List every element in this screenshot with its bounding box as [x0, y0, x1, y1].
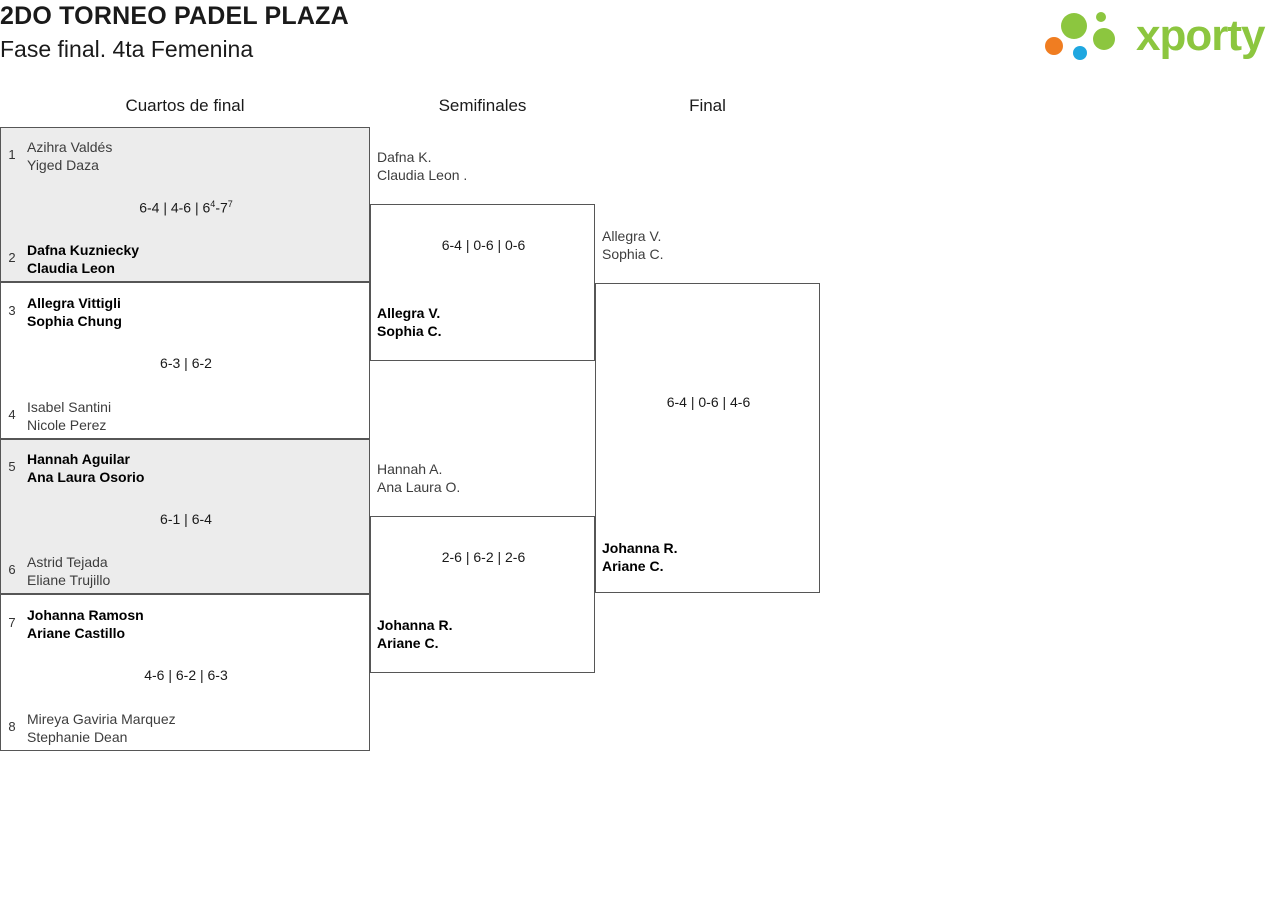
match-quarterfinal-1[interactable] [0, 127, 370, 282]
team-top [27, 450, 144, 486]
player-name: Allegra V. [377, 305, 441, 321]
player-name: Astrid Tejada [27, 554, 108, 570]
player-name: Ariane Castillo [27, 625, 126, 641]
seed-number: 4 [8, 407, 16, 422]
player-name: Allegra Vittigli [27, 295, 121, 311]
page-title: 2DO TORNEO PADEL PLAZA [0, 2, 349, 30]
player-name: Ariane C. [377, 635, 439, 651]
team-bottom [27, 398, 111, 434]
player-name: Johanna R. [602, 540, 678, 556]
seed-number: 7 [8, 615, 16, 630]
team-top [27, 606, 144, 642]
round-title-quarterfinals: Cuartos de final [125, 96, 245, 115]
player-name: Dafna Kuzniecky [27, 242, 140, 258]
player-name: Ariane C. [602, 558, 664, 574]
player-name: Azihra Valdés [27, 139, 113, 155]
match-score: 2-6 | 6-2 | 2-6 [441, 549, 526, 565]
match-score: 6-4 | 0-6 | 4-6 [666, 394, 751, 410]
player-name: Hannah A. [377, 461, 443, 477]
match-score: 6-4 | 0-6 | 0-6 [441, 237, 526, 253]
team-top [27, 294, 122, 330]
player-name: Ana Laura Osorio [27, 469, 145, 485]
match-quarterfinal-2[interactable] [0, 282, 370, 439]
seed-number: 3 [8, 303, 16, 318]
player-name: Hannah Aguilar [27, 451, 130, 467]
match-semifinal-2[interactable] [370, 461, 595, 673]
team-top [377, 148, 467, 184]
team-bottom [602, 539, 677, 575]
match-score: 6-3 | 6-2 [160, 355, 212, 371]
player-name: Johanna Ramosn [27, 607, 144, 623]
player-name: Sophia C. [602, 246, 664, 262]
match-score: 6-1 | 6-4 [160, 511, 212, 527]
player-name: Isabel Santini [27, 399, 112, 415]
player-name: Allegra V. [602, 228, 662, 244]
team-bottom [27, 241, 139, 277]
page-subtitle: Fase final. 4ta Femenina [0, 36, 254, 62]
player-name: Sophia Chung [27, 313, 122, 329]
team-bottom [27, 553, 110, 589]
player-name: Mireya Gaviria Marquez [27, 711, 176, 727]
match-score: 4-6 | 6-2 | 6-3 [144, 667, 228, 683]
player-name: Yiged Daza [27, 157, 99, 173]
round-title-final: Final [689, 96, 726, 115]
xporty-logo-text: xporty [1136, 11, 1265, 60]
team-bottom [377, 304, 442, 340]
player-name: Dafna K. [377, 149, 432, 165]
match-final[interactable] [595, 228, 820, 593]
round-title-semifinals: Semifinales [438, 96, 527, 115]
team-bottom [27, 710, 176, 746]
seed-number: 8 [8, 719, 16, 734]
team-top [377, 460, 460, 496]
match-quarterfinal-4[interactable] [0, 594, 370, 751]
seed-number: 2 [8, 250, 16, 265]
player-name: Ana Laura O. [377, 479, 461, 495]
player-name: Claudia Leon [27, 260, 115, 276]
team-bottom [377, 616, 452, 652]
match-quarterfinal-3[interactable] [0, 439, 370, 594]
match-semifinal-1[interactable] [370, 149, 595, 361]
team-top [602, 227, 663, 263]
seed-number: 6 [8, 562, 16, 577]
seed-number: 1 [8, 147, 16, 162]
player-name: Claudia Leon . [377, 167, 468, 183]
match-score: 6-4 | 4-6 | $6^4-7^7$ [139, 199, 233, 216]
player-name: Sophia C. [377, 323, 442, 339]
page-header [0, 0, 1280, 76]
player-name: Eliane Trujillo [27, 572, 111, 588]
seed-number: 5 [8, 459, 16, 474]
player-name: Stephanie Dean [27, 729, 128, 745]
player-name: Nicole Perez [27, 417, 107, 433]
player-name: Johanna R. [377, 617, 453, 633]
team-top [27, 138, 112, 174]
xporty-logo[interactable] [1044, 6, 1274, 68]
